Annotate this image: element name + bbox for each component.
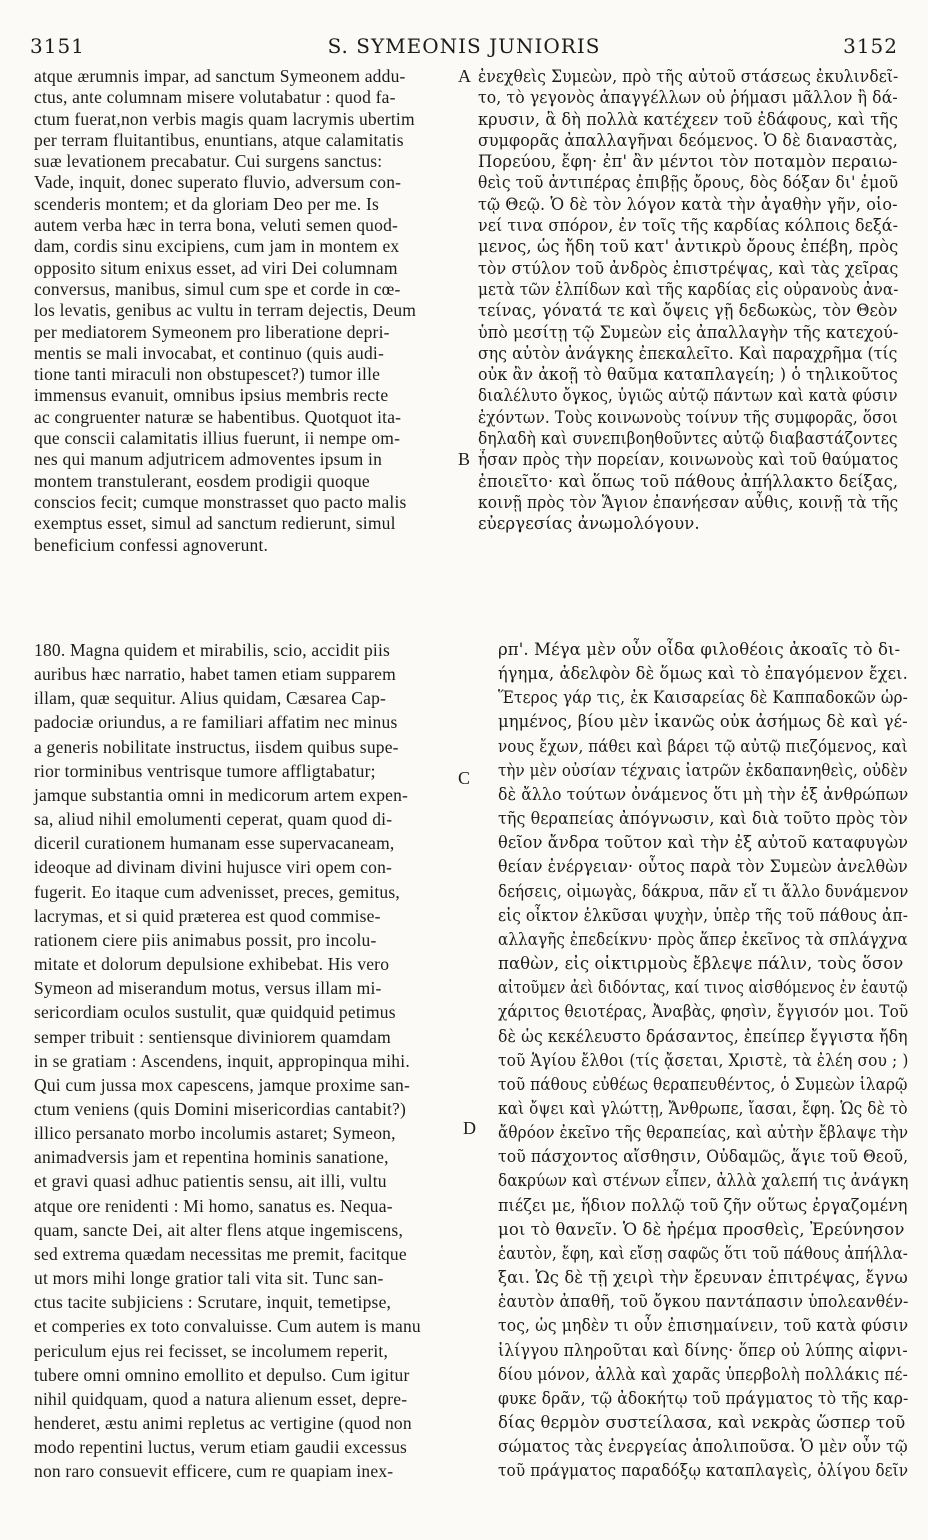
text-line: Qui cum jussa mox capescens, jamque proxime san-: [34, 1074, 411, 1095]
running-header: [30, 34, 898, 60]
text-line: ἐνεχθεὶς Συμεὼν, πρὸ τῆς αὐτοῦ στάσεως ἐκυλινδεῖ-: [478, 67, 899, 86]
text-line: δηλαδὴ καὶ συνεπιβοηθοῦντες αὐτῷ διαβαστάζοντες: [478, 429, 898, 449]
text-line: rationem ciere piis animabus possit, pro incolu-: [34, 929, 377, 950]
text-line: exemptus esset, simul ad sanctum redierunt, simul: [34, 513, 396, 534]
running-title: S. SYMEONIS JUNIORIS: [327, 34, 601, 58]
text-line: periculum ejus rei fecisset, se incolumem reperit,: [34, 1340, 389, 1361]
text-line: modo repentini luctus, verum etiam gaudii excessus: [34, 1437, 408, 1458]
text-line: τος, ὡς μηδὲν τι οὖν ἐπισημαίνειν, τοῦ κατὰ φύσιν: [498, 1316, 909, 1336]
text-line: 180. Magna quidem et mirabilis, scio, accidit piis: [34, 640, 391, 660]
text-line: Vade, inquit, donec superato fluvio, adversum con-: [34, 172, 402, 193]
text-line: semper tribuit : sentiensque diviniorem quamdam: [34, 1026, 391, 1047]
text-line: nihil quidquam, quod a natura alienum esset, depre-: [34, 1388, 408, 1409]
text-line: ctum fuerat,non verbis magis quam lacrymis ubertim: [34, 108, 415, 129]
text-line: το, τὸ γεγονὸς ἀπαγγέλλων οὐ ῥήμασι μᾶλλον ἢ δά-: [478, 88, 898, 108]
text-line: opposito situm enixus esset, ad viri Dei columnam: [34, 257, 398, 278]
text-line: ξαι. Ὡς δὲ τῇ χειρὶ τὴν ἔρευναν ἐπιτρέψας, ἔγνω: [498, 1268, 908, 1288]
text-line: padociæ oriundus, a re familiari affatim nec minus: [34, 712, 398, 733]
text-line: κρυσιν, ἃ δὴ πολλὰ κατέχεεν τοῦ ἐδάφους, καὶ τῆς: [478, 109, 899, 129]
text-line: ut mors mihi longe gratior tali vita sit. Tunc san-: [34, 1268, 384, 1289]
text-line: ἰλίγγου πληροῦται καὶ δίνης· ὅπερ οὐ λύπης αἰφνι-: [498, 1340, 908, 1360]
text-line: αλλαγῆς ἐπεδείκνυ· πρὸς ἅπερ ἐκεῖνος τὰ σπλάγχνα: [498, 929, 908, 949]
margin-marker-a: A: [458, 66, 471, 86]
text-line: μενος, ὡς ἤδη τοῦ κατ' ἀντικρὺ ὄρους ἐπέβη, πρὸς: [478, 237, 899, 257]
text-line: ὑπὸ μεσίτῃ τῷ Συμεὼν εἰς ἀπαλλαγὴν τῆς κατεχού-: [478, 322, 899, 342]
margin-marker-d: D: [463, 1118, 476, 1138]
text-line: jamque substantia omni in medicorum artem expen-: [34, 784, 409, 805]
text-line: illico persanato morbo incolumis astaret; Symeon,: [34, 1123, 396, 1144]
text-line: a generis nobilitate instructus, iisdem quibus supe-: [34, 736, 399, 757]
text-line: νους ἔχων, πάθει καὶ βάρει τῷ αὐτῷ πιεζόμενος, καὶ: [498, 736, 908, 756]
text-line: per mediatorem Symeonem pro liberatione depri-: [34, 321, 390, 342]
text-line: suæ levationem precabatur. Cui surgens sanctus:: [34, 151, 383, 172]
text-line: ac congruenter naturæ se habentibus. Quotquot ita-: [34, 406, 402, 427]
text-line: ctum veniens (quis Domini misericordias cantabit?): [34, 1098, 407, 1119]
text-line: τοῦ Ἁγίου ἔλθοι (τίς ᾄσεται, Χριστὲ, τὰ ἐλέη σου ; ): [498, 1050, 909, 1070]
text-line: in se gratiam : Ascendens, inquit, appropinqua mihi.: [34, 1050, 410, 1071]
text-line: Ἕτερος γάρ τις, ἐκ Καισαρείας δὲ Καππαδοκῶν ὡρ-: [498, 688, 908, 708]
text-line: νεί τινα σπόρον, ἐν τοῖς τῆς καρδίας κόλποις δεξά-: [478, 216, 899, 236]
text-line: θεὶς τοῦ ἀντιπέρας ἐπιβῇς ὄρους, δὸς δόξαν δι' ἐμοῦ: [478, 173, 899, 193]
text-line: immensus evanuit, omnibus ipsius membris recte: [34, 385, 389, 406]
text-line: κοινῇ πρὸς τὸν Ἅγιον ἐπανήεσαν αὖθις, κοινῇ τὰ τῆς: [478, 492, 899, 512]
text-line: nes qui manum adjutricem admoventes ipsum in: [34, 449, 383, 470]
text-line: σώματος τὰς ἐνεργείας ἀπολιποῦσα. Ὁ μὲν οὖν τῷ: [498, 1437, 908, 1457]
text-line: εὐεργεσίας ἀνωμολόγουν.: [478, 514, 700, 534]
text-line: τείνας, γόνατά τε καὶ ὄψεις γῇ δεδωκὼς, τὸν Θεὸν: [478, 301, 898, 321]
text-line: montem transtulerant, eosdem prodigii quoque: [34, 470, 370, 491]
text-line: παθὼν, εἰς οἰκτιρμοὺς ἔβλεψε πάλιν, τοὺς ὅσον: [498, 954, 904, 974]
text-line: ρπ'. Μέγα μὲν οὖν οἶδα φιλοθέοις ἀκοαῖς τὸ δι-: [498, 640, 901, 659]
text-line: Symeon ad miserandum motus, versus illam mi-: [34, 978, 382, 999]
text-line: τῷ Θεῷ. Ὁ δὲ τὸν λόγον κατὰ τὴν ἀγαθὴν γῆν, οἱο-: [478, 194, 898, 214]
greek-column-bottom: [498, 638, 908, 1483]
text-line: δὲ ὡς κεκέλευστο δράσαντος, ἐπείπερ ἔγγιστα ἤδη: [498, 1026, 908, 1046]
greek-column-top: [478, 66, 898, 535]
latin-column-top: [34, 66, 462, 556]
text-line: et comperies ex toto convaluisse. Cum autem is manu: [34, 1316, 421, 1337]
text-line: δίου μόνον, ἀλλὰ καὶ χαρᾶς ὑπερβολὴ πολλάκις πέ-: [498, 1364, 908, 1384]
text-line: tione tanti miraculi non obstupescet?) tumor ille: [34, 364, 381, 385]
text-line: autem verba hæc in terra bona, veluti semen quod-: [34, 215, 399, 236]
text-line: ήγημα, ἀδελφὸν δὲ ὅμως καὶ τὸ ἐπαγόμενον ἔχει.: [498, 664, 908, 684]
text-line: quam, sancte Dei, ait alter flens atque ingemiscens,: [34, 1219, 404, 1240]
text-line: illam, quæ sequitur. Alius quidam, Cæsarea Cap-: [34, 688, 387, 709]
left-page-number: 3151: [30, 34, 85, 58]
text-line: χάριτος θειοτέρας, Ἀναβὰς, φησὶν, ἔγγισόν μοι. Τοῦ: [498, 1002, 909, 1022]
text-line: εἰς οἶκτον ἑλκῦσαι ψυχὴν, ὑπὲρ τῆς τοῦ πάθους ἀπ-: [498, 905, 909, 925]
text-line: δὲ ἄλλο τούτων ὀνάμενος ὅτι μὴ τὴν ἐξ ἀνθρώπων: [498, 784, 909, 804]
text-line: ctus, ante columnam misere volutabatur : quod fa-: [34, 87, 396, 108]
text-line: animadversis jam et repentina hominis sanatione,: [34, 1147, 389, 1168]
text-line: mentis se mali invocabat, et continuo (quis audi-: [34, 342, 384, 363]
text-line: dam, cordis sinu excipiens, cum jam in montem ex: [34, 236, 400, 257]
text-line: conscios fecit; cumque monstrasset quo pacto malis: [34, 491, 407, 512]
text-line: sa, aliud nihil emolumenti ceperat, quam quod di-: [34, 809, 393, 830]
text-line: σης αὐτὸν ἀνάγκης ἐπεκαλεῖτο. Καὶ παραχρῆμα (τίς: [478, 343, 898, 363]
margin-marker-b: B: [458, 449, 471, 469]
text-line: sed extrema quædam necessitas me premit, facitque: [34, 1243, 407, 1264]
text-line: fugerit. Eo itaque cum advenisset, preces, gemitus,: [34, 881, 400, 902]
text-line: henderet, æstu animi repletus ac vertigine (quod non: [34, 1413, 412, 1433]
text-line: rior torminibus ventrisque tumore affligtabatur;: [34, 760, 376, 781]
text-line: que conscii calamitatis illius fuerunt, ii nempe om-: [34, 428, 401, 449]
text-line: διαλέλυτο ὄγκος, ὑγιῶς αὐτῷ πάντων καὶ κατὰ φύσιν: [478, 386, 898, 406]
text-line: φυκε δρᾶν, τῷ ἀδοκήτῳ τοῦ πράγματος τὸ τῆς καρ-: [498, 1388, 909, 1408]
text-line: scenderis montem; et da gloriam Deo per me. Is: [34, 193, 379, 214]
text-line: ἑαυτὸν, ἔφη, καὶ εἴσῃ σαφῶς ὅτι τοῦ πάθους ἀπήλλα-: [498, 1243, 908, 1263]
right-page-number: 3152: [843, 34, 898, 58]
text-line: diceril curationem humanam esse supervacaneam,: [34, 833, 395, 854]
text-line: τὸν στύλον τοῦ ἀνδρὸς ἐπιστρέψας, καὶ τὰς χεῖρας: [478, 258, 899, 278]
text-line: mitate et dolorum depulsione exhibebat. His vero: [34, 954, 390, 975]
text-line: θείαν ἐνέργειαν· οὗτος παρὰ τὸν Συμεὼν ἀνελθὼν: [498, 857, 908, 877]
text-line: ctus tacite subjiciens : Scrutare, inquit, temetipse,: [34, 1292, 392, 1313]
latin-column-bottom: [34, 638, 462, 1483]
text-line: sericordiam oculos sustulit, quæ quidquid petimus: [34, 1002, 396, 1023]
margin-marker-c: C: [458, 768, 471, 788]
text-line: δακρύων καὶ στένων εἶπεν, ἀλλὰ χαλεπή τις ἀνάγκη: [498, 1171, 909, 1191]
text-line: μοι τὸ θανεῖν. Ὁ δὲ ἠρέμα προσθεὶς, Ἐρεύνησον: [498, 1219, 905, 1239]
text-line: ideoque ad divinam divini hujusce viri opem con-: [34, 857, 393, 878]
text-line: et gravi quasi adhuc patientis sensu, ait illi, vultu: [34, 1171, 387, 1192]
text-line: δίας θερμὸν συστείλασα, καὶ νεκρὰς ὥσπερ τοῦ: [498, 1413, 906, 1432]
text-line: πιέζει με, ἥδιον πολλῷ τοῦ ζῆν οὕτως ἐργαζομένη: [498, 1195, 908, 1215]
text-line: ἦσαν πρὸς τὴν πορείαν, κοινωνοὺς καὶ τοῦ θαύματος: [478, 450, 899, 470]
text-line: beneficium confessi agnoverunt.: [34, 534, 269, 555]
text-line: per terram fluitantibus, enuntians, atque calamitatis: [34, 129, 404, 150]
text-line: τοῦ πάσχοντος αἴσθησιν, Οὐδαμῶς, ἅγιε τοῦ Θεοῦ,: [498, 1147, 909, 1167]
text-line: οὐκ ἂν ἀκοῇ τὸ θαῦμα καταπλαγείη; ) ὁ τηλικοῦτος: [478, 365, 898, 385]
text-line: Πορεύου, ἔφη· ἐπ' ἂν μέντοι τὸν ποταμὸν περαιω-: [478, 152, 898, 172]
text-line: μετὰ τῶν ἐλπίδων καὶ τῆς καρδίας εἰς οὐρανοὺς ἀνα-: [478, 279, 899, 299]
text-line: auribus hæc narratio, habet tamen etiam supparem: [34, 664, 396, 685]
text-line: θεῖον ἄνδρα τοῦτον καὶ τὴν ἐξ αὐτοῦ καταφυγὼν: [498, 833, 909, 853]
text-line: τοῦ πράγματος παραδόξῳ καταπλαγεὶς, ὀλίγου δεῖν: [498, 1461, 909, 1481]
text-line: atque ore renidenti : Mi homo, sanatus es. Nequa-: [34, 1195, 393, 1216]
text-line: συμφορᾶς ἀπαλλαγῆναι δεόμενος. Ὁ δὲ διαναστὰς,: [478, 130, 898, 150]
text-line: los levatis, genibus ac vultu in terram dejectis, Deum: [34, 300, 417, 321]
text-line: ἐχόντων. Τοὺς κοινωνοὺς τοίνυν τῆς συμφορᾶς, ὅσοι: [478, 407, 899, 427]
text-line: conversus, manibus, simul cum spe et corde in cœ-: [34, 278, 401, 299]
text-line: non raro consuevit efficere, cum re quapiam inex-: [34, 1461, 394, 1482]
text-line: δεήσεις, οἰμωγὰς, δάκρυα, πᾶν εἴ τι ἄλλο δυνάμενον: [498, 881, 909, 901]
text-line: atque ærumnis impar, ad sanctum Symeonem addu-: [34, 66, 406, 86]
text-line: lacrymas, et si quid præterea est quod commise-: [34, 905, 381, 926]
text-line: ἐποιεῖτο· καὶ ὅπως τοῦ πάθους ἀπήλλακτο δείξας,: [478, 471, 899, 491]
text-line: ἑαυτὸν ἀπαθῆ, τοῦ ὄγκου παντάπασιν ὑπολεανθέν-: [498, 1292, 909, 1312]
text-line: αἰτοῦμεν ἀεὶ διδόντας, καί τινος αἰσθόμενος ἐν ἑαυτῷ: [498, 978, 908, 998]
text-line: μημένος, βίου μὲν ἱκανῶς οὐκ ἀσήμως δὲ καὶ γέ-: [498, 712, 908, 732]
text-line: τοῦ πάθους εὐθέως θεραπευθέντος, ὁ Συμεὼν ἱλαρῷ: [498, 1074, 908, 1094]
text-line: tubere omni omnino emollito et depulso. Cum igitur: [34, 1364, 410, 1385]
text-line: ἄθρόον ἐκεῖνο τῆς θεραπείας, καὶ αὐτὴν ἔβλαψε τὴν: [498, 1123, 909, 1143]
text-line: καὶ ὄψει καὶ γλώττῃ, Ἄνθρωπε, ἴασαι, ἔφη. Ὡς δὲ τὸ: [498, 1098, 908, 1118]
text-line: τὴν μὲν οὐσίαν τέχναις ἰατρῶν ἐκδαπανηθεὶς, οὐδὲν: [498, 760, 908, 780]
text-line: τῆς θεραπείας ἀπόγνωσιν, καὶ διὰ τοῦτο πρὸς τὸν: [498, 809, 908, 829]
